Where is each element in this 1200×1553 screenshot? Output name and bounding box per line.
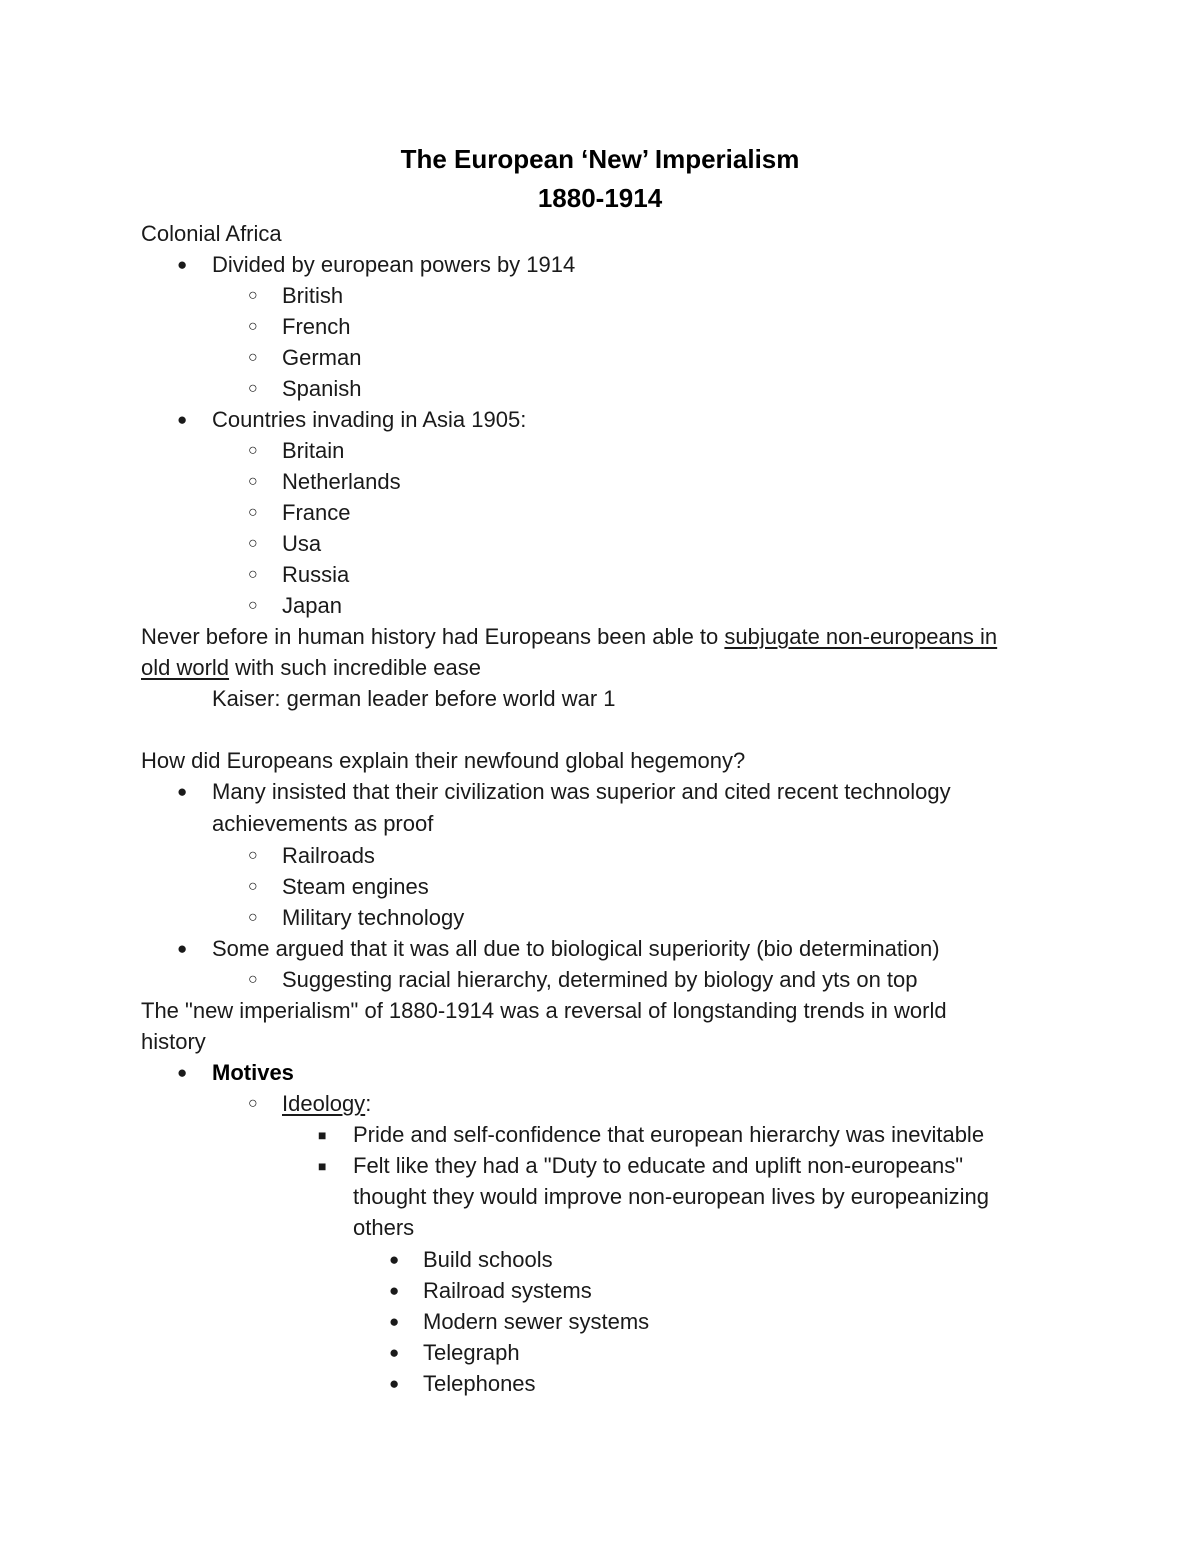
never-before-text: Never before in human history had Europeans been able to [141, 624, 725, 649]
heading-motives: Motives [212, 1060, 294, 1085]
underlined-phrase: subjugate non-europeans in [724, 624, 998, 649]
bullet-circle: ○ [248, 349, 258, 366]
list-item-country: France [282, 500, 351, 525]
paragraph-never-before-line2 [141, 654, 481, 682]
bullet-circle: ○ [248, 878, 258, 895]
bullet-disc: ● [177, 1063, 188, 1082]
list-item-power: British [282, 283, 344, 308]
paragraph-new-imperialism-cont: history [141, 1029, 206, 1054]
list-item-country: Japan [282, 593, 342, 618]
question-heading: How did Europeans explain their newfound global hegemony? [141, 748, 746, 773]
list-item-power: French [282, 314, 351, 339]
paragraph-never-before-line1 [141, 623, 997, 651]
bullet-circle: ○ [248, 442, 258, 459]
bullet-disc: ● [389, 1374, 400, 1393]
list-item-country: Britain [282, 438, 345, 463]
list-item-many-insisted: Many insisted that their civilization was superior and cited recent technology [212, 779, 951, 804]
bullet-circle: ○ [248, 909, 258, 926]
list-item-suggesting: Suggesting racial hierarchy, determined by biology and yts on top [282, 967, 918, 992]
list-item-power: Spanish [282, 376, 362, 401]
list-item-country: Russia [282, 562, 350, 587]
bullet-disc: ● [177, 410, 188, 429]
list-item-tech: Military technology [282, 905, 465, 930]
document-title: The European ‘New’ Imperialism [400, 144, 800, 174]
underlined-phrase: old world [141, 655, 230, 680]
list-item-duty-cont: others [353, 1215, 415, 1240]
list-item-duty: Felt like they had a "Duty to educate and uplift non-europeans" [353, 1153, 964, 1178]
note-kaiser: Kaiser: german leader before world war 1 [212, 686, 616, 711]
list-item-tech: Steam engines [282, 874, 429, 899]
bullet-square: ■ [318, 1127, 327, 1143]
bullet-disc: ● [389, 1312, 400, 1331]
bullet-circle: ○ [248, 380, 258, 397]
bullet-circle: ○ [248, 597, 258, 614]
section-colonial-africa: Colonial Africa [141, 221, 282, 246]
list-item-improvement: Telephones [423, 1371, 536, 1396]
bullet-square: ■ [318, 1158, 327, 1174]
bullet-circle: ○ [248, 318, 258, 335]
bullet-disc: ● [389, 1343, 400, 1362]
list-item-some-argued: Some argued that it was all due to biological superiority (bio determination) [212, 936, 940, 961]
bullet-circle: ○ [248, 847, 258, 864]
list-item-improvement: Railroad systems [423, 1278, 592, 1303]
list-item-tech: Railroads [282, 843, 375, 868]
bullet-circle: ○ [248, 535, 258, 552]
bullet-circle: ○ [248, 971, 258, 988]
list-item-asia-heading: Countries invading in Asia 1905: [212, 407, 527, 432]
list-item-improvement: Telegraph [423, 1340, 520, 1365]
ideology-label: Ideology [282, 1091, 366, 1116]
bullet-circle: ○ [248, 566, 258, 583]
ideology-colon: : [365, 1091, 372, 1116]
list-item-improvement: Modern sewer systems [423, 1309, 650, 1334]
bullet-circle: ○ [248, 473, 258, 490]
paragraph-new-imperialism: The "new imperialism" of 1880-1914 was a reversal of longstanding trends in world [141, 998, 947, 1023]
list-item-many-insisted-cont: achievements as proof [212, 811, 434, 836]
bullet-circle: ○ [248, 504, 258, 521]
list-item-duty-cont: thought they would improve non-european lives by europeanizing [353, 1184, 989, 1209]
subheading-ideology [282, 1090, 371, 1118]
never-before-text: with such incredible ease [229, 655, 481, 680]
bullet-disc: ● [177, 782, 188, 801]
bullet-circle: ○ [248, 1095, 258, 1112]
bullet-circle: ○ [248, 287, 258, 304]
list-item-country: Netherlands [282, 469, 401, 494]
bullet-disc: ● [177, 939, 188, 958]
bullet-disc: ● [389, 1281, 400, 1300]
document-subtitle: 1880-1914 [537, 183, 663, 213]
list-item-country: Usa [282, 531, 322, 556]
list-item-power: German [282, 345, 362, 370]
list-item-improvement: Build schools [423, 1247, 553, 1272]
bullet-disc: ● [177, 255, 188, 274]
list-item-divided: Divided by european powers by 1914 [212, 252, 576, 277]
list-item-pride: Pride and self-confidence that european hierarchy was inevitable [353, 1122, 985, 1147]
bullet-disc: ● [389, 1250, 400, 1269]
